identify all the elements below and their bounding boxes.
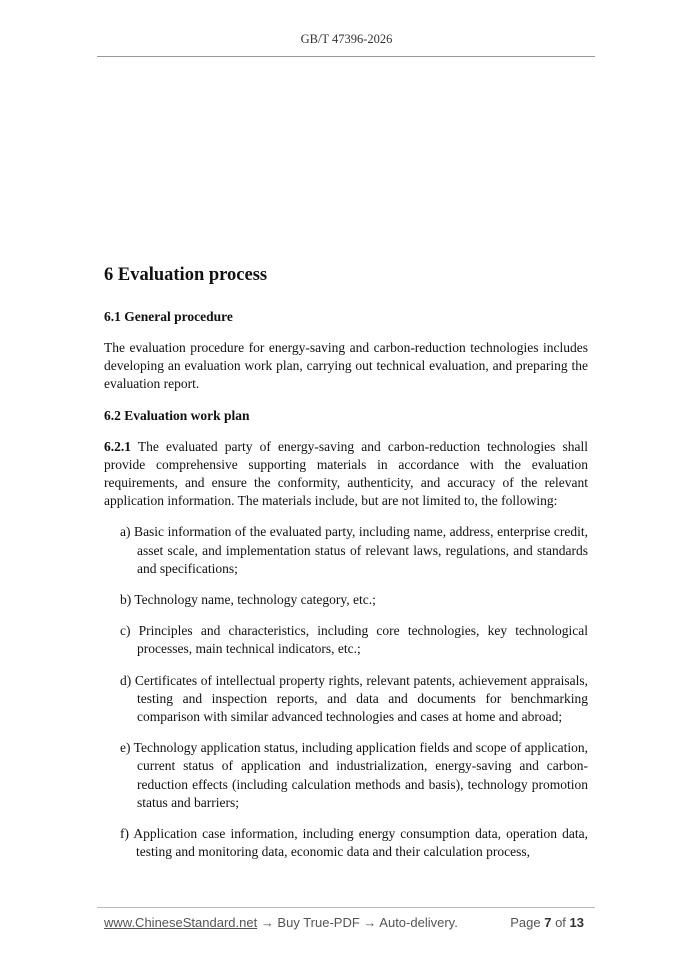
list-item: a) Basic information of the evaluated party, including name, address, enterprise credit, asset scale, and implementation status of relevant laws, regulations, and standards and specifications; <box>120 524 588 576</box>
page-total: 13 <box>569 915 584 930</box>
of-label: of <box>551 915 570 930</box>
page-indicator <box>510 915 584 930</box>
clause-text: The evaluated party of energy-saving and carbon-reduction technologies shall provide comprehensive supporting materials in accordance with the evaluation requirements, and ensure the conformity, authenticity, and accuracy of the relevant application information. The materials include, but are not limited to, the following: <box>104 438 588 509</box>
clause-number: 6.2.1 <box>104 438 131 454</box>
materials-list <box>120 523 588 861</box>
subsection-title-work-plan: 6.2 Evaluation work plan <box>104 407 250 423</box>
footer-promo-text: → Buy True-PDF → Auto-delivery. <box>257 915 458 930</box>
general-procedure-paragraph: The evaluation procedure for energy-saving and carbon-reduction technologies includes developing an evaluation work plan, carrying out technical evaluation, and preparing the evaluation report. <box>104 340 588 392</box>
footer <box>104 915 584 933</box>
page-content <box>104 262 588 874</box>
page-number: 7 <box>544 915 552 930</box>
list-item: d) Certificates of intellectual property rights, relevant patents, achievement appraisals, testing and inspection reports, and data and documents for benchmarking comparison with similar advanced technologies and cases at home and abroad; <box>120 672 588 725</box>
website-link[interactable]: www.ChineseStandard.net <box>104 915 258 930</box>
page-label: Page <box>510 915 545 930</box>
subsection-title-general-procedure: 6.1 General procedure <box>104 309 233 324</box>
list-item: b) Technology name, technology category, etc.; <box>120 592 376 608</box>
header-divider <box>97 56 595 57</box>
list-item: f) Application case information, including energy consumption data, operation data, testing and monitoring data, economic data and their calculation process, <box>120 826 588 860</box>
list-item: e) Technology application status, including application fields and scope of application, current status of application and industrialization, energy-saving and carbon-reduction effects (including calculation methods and basis), technology promotion status and barriers; <box>120 740 588 810</box>
section-title: 6 Evaluation process <box>104 265 268 285</box>
list-item: c) Principles and characteristics, including core technologies, key technological processes, main technical indicators, etc.; <box>120 623 588 657</box>
clause-6-2-1-paragraph <box>104 438 588 511</box>
document-code-header: GB/T 47396-2026 <box>300 32 393 46</box>
footer-divider <box>97 907 595 908</box>
